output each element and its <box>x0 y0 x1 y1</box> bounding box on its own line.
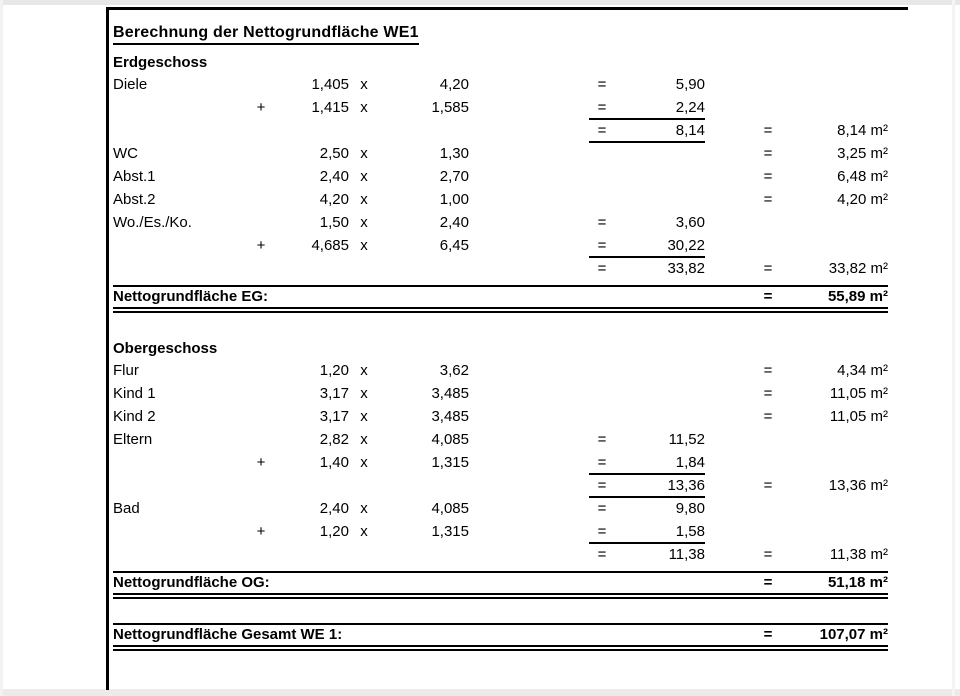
subtotal <box>615 360 705 383</box>
column-spacer <box>705 406 755 429</box>
equals-sign: = <box>589 521 615 544</box>
plus-sign <box>253 360 269 383</box>
section-total-value: 55,89 m² <box>827 288 888 305</box>
plus-sign <box>253 544 269 567</box>
equals-sign <box>755 235 781 258</box>
subtotal: 11,38 <box>668 546 705 563</box>
area-total: 33,82 m² <box>828 260 888 277</box>
area-total: 3,25 m² <box>837 145 888 162</box>
column-spacer <box>469 120 589 143</box>
subtotal <box>615 189 705 212</box>
dim-a: 4,685 <box>311 237 349 254</box>
dim-b: 1,00 <box>439 191 469 208</box>
column-spacer <box>469 452 589 475</box>
equals-sign <box>755 97 781 120</box>
equals-sign: = <box>763 385 773 402</box>
dim-a: 1,20 <box>319 523 349 540</box>
dim-b: 6,45 <box>439 237 469 254</box>
calc-row <box>113 212 888 235</box>
column-spacer <box>705 521 755 544</box>
section-heading: Erdgeschoss <box>113 54 208 71</box>
equals-sign: = <box>597 431 607 448</box>
dim-b: 4,085 <box>431 500 469 517</box>
calc-row <box>113 360 888 383</box>
dim-a <box>269 120 349 143</box>
room-label <box>113 544 253 567</box>
area-total <box>781 429 888 452</box>
grand-total-block <box>113 623 888 651</box>
dim-b <box>379 120 469 143</box>
room-label: Abst.1 <box>113 168 156 185</box>
column-spacer <box>469 544 589 567</box>
dim-b: 4,20 <box>439 76 469 93</box>
room-label: Flur <box>113 362 139 379</box>
subtotal <box>615 166 705 189</box>
dim-b: 1,30 <box>439 145 469 162</box>
dim-a: 2,40 <box>319 500 349 517</box>
times-sign: x <box>360 500 368 517</box>
plus-sign <box>253 166 269 189</box>
dim-a: 1,415 <box>311 99 349 116</box>
equals-sign <box>589 360 615 383</box>
subtotal: 8,14 <box>615 120 705 143</box>
column-spacer <box>705 498 755 521</box>
equals-sign: = <box>597 546 607 563</box>
dim-b: 2,70 <box>439 168 469 185</box>
equals-sign: = <box>763 574 773 591</box>
table-top-border <box>108 7 908 10</box>
scan-edge-bottom <box>0 689 960 696</box>
times-sign: x <box>360 191 368 208</box>
column-spacer <box>705 429 755 452</box>
times-sign: x <box>360 99 368 116</box>
calc-row <box>113 452 888 475</box>
plus-sign <box>253 212 269 235</box>
equals-sign: = <box>597 260 607 277</box>
equals-sign: = <box>763 626 773 643</box>
double-rule <box>113 311 888 313</box>
column-spacer <box>705 452 755 475</box>
column-spacer <box>469 360 589 383</box>
dim-b: 1,315 <box>431 454 469 471</box>
equals-sign: = <box>763 408 773 425</box>
calc-row <box>113 189 888 212</box>
column-spacer <box>469 166 589 189</box>
column-spacer <box>469 235 589 258</box>
subtotal: 5,90 <box>675 76 705 93</box>
column-spacer <box>469 212 589 235</box>
double-rule <box>113 597 888 599</box>
dim-b: 3,485 <box>431 408 469 425</box>
grand-total-row <box>113 623 888 647</box>
calc-row <box>113 258 888 281</box>
section-total-value: 51,18 m² <box>827 574 888 591</box>
area-total <box>781 452 888 475</box>
dim-a: 2,82 <box>319 431 349 448</box>
section-total-row <box>113 285 888 309</box>
plus-sign <box>253 120 269 143</box>
equals-sign <box>589 189 615 212</box>
calc-row <box>113 97 888 120</box>
area-total: 11,05 m² <box>829 385 888 402</box>
room-label <box>113 258 253 281</box>
column-spacer <box>469 429 589 452</box>
equals-sign <box>589 166 615 189</box>
subtotal: 11,52 <box>668 431 705 448</box>
table-left-border <box>106 7 109 690</box>
plus-sign <box>253 74 269 97</box>
column-spacer <box>705 360 755 383</box>
area-total <box>781 74 888 97</box>
plus-sign <box>253 498 269 521</box>
room-label: Kind 1 <box>113 385 156 402</box>
times-sign: x <box>360 145 368 162</box>
dim-b: 4,085 <box>431 431 469 448</box>
dim-a <box>269 544 349 567</box>
subtotal: 13,36 <box>615 475 705 498</box>
column-spacer <box>469 258 589 281</box>
section-heading: Obergeschoss <box>113 340 218 357</box>
sections-host <box>113 51 888 599</box>
times-sign: x <box>360 408 368 425</box>
equals-sign: = <box>589 452 615 475</box>
column-spacer <box>705 166 755 189</box>
area-total <box>781 521 888 544</box>
area-total <box>781 212 888 235</box>
times-sign: x <box>360 523 368 540</box>
equals-sign <box>755 452 781 475</box>
equals-sign: = <box>763 145 773 162</box>
subtotal: 1,84 <box>615 452 705 475</box>
equals-sign: = <box>763 191 773 208</box>
area-total: 8,14 m² <box>837 122 888 139</box>
area-total <box>781 498 888 521</box>
room-label <box>113 97 253 120</box>
dim-b: 2,40 <box>439 214 469 231</box>
equals-sign: = <box>763 362 773 379</box>
dim-a: 1,40 <box>319 454 349 471</box>
times-sign: x <box>360 454 368 471</box>
calc-row <box>113 475 888 498</box>
section-total-label: Nettogrundfläche OG: <box>113 574 270 591</box>
equals-sign <box>755 212 781 235</box>
equals-sign <box>589 143 615 166</box>
times-sign: x <box>360 362 368 379</box>
plus-sign: + <box>256 454 266 471</box>
subtotal <box>615 143 705 166</box>
page-title: Berechnung der Nettogrundfläche WE1 <box>113 24 419 45</box>
grand-total-value: 107,07 m² <box>819 626 888 643</box>
column-spacer <box>469 406 589 429</box>
equals-sign: = <box>763 477 773 494</box>
dim-b: 3,62 <box>439 362 469 379</box>
column-spacer <box>705 143 755 166</box>
dim-a: 1,20 <box>319 362 349 379</box>
plus-sign: + <box>256 99 266 116</box>
column-spacer <box>705 120 755 143</box>
dim-a: 3,17 <box>319 408 349 425</box>
room-label <box>113 475 253 498</box>
dim-b <box>379 475 469 498</box>
equals-sign: = <box>763 122 773 139</box>
dim-a: 2,40 <box>319 168 349 185</box>
calc-row <box>113 498 888 521</box>
calc-row <box>113 406 888 429</box>
section-total-row <box>113 571 888 595</box>
plus-sign <box>253 406 269 429</box>
calc-row <box>113 544 888 567</box>
room-label: Diele <box>113 76 148 93</box>
equals-sign: = <box>589 475 615 498</box>
equals-sign: = <box>589 120 615 143</box>
equals-sign <box>755 521 781 544</box>
times-sign <box>349 120 379 143</box>
dim-a: 3,17 <box>319 385 349 402</box>
room-label <box>113 521 253 544</box>
subtotal: 33,82 <box>667 260 705 277</box>
area-total: 11,05 m² <box>829 408 888 425</box>
area-total <box>781 235 888 258</box>
subtotal: 30,22 <box>615 235 705 258</box>
subtotal <box>615 406 705 429</box>
room-label: Eltern <box>113 431 153 448</box>
plus-sign <box>253 383 269 406</box>
room-label: Bad <box>113 500 140 517</box>
calculation-sheet <box>113 24 888 651</box>
double-rule <box>113 649 888 651</box>
times-sign: x <box>360 431 368 448</box>
plus-sign <box>253 429 269 452</box>
column-spacer <box>705 74 755 97</box>
times-sign: x <box>360 168 368 185</box>
scan-edge-right <box>952 0 955 696</box>
subtotal: 2,24 <box>615 97 705 120</box>
plus-sign: + <box>256 237 266 254</box>
equals-sign: = <box>763 260 773 277</box>
column-spacer <box>469 521 589 544</box>
subtotal: 1,58 <box>615 521 705 544</box>
column-spacer <box>705 258 755 281</box>
calc-row <box>113 166 888 189</box>
calc-row <box>113 143 888 166</box>
grand-total-label: Nettogrundfläche Gesamt WE 1: <box>113 626 343 643</box>
dim-a <box>269 475 349 498</box>
area-total: 6,48 m² <box>837 168 888 185</box>
equals-sign: = <box>763 288 773 305</box>
column-spacer <box>469 498 589 521</box>
equals-sign: = <box>589 97 615 120</box>
times-sign <box>349 258 379 281</box>
subtotal <box>615 383 705 406</box>
dim-a: 4,20 <box>319 191 349 208</box>
room-label: Abst.2 <box>113 191 156 208</box>
column-spacer <box>705 212 755 235</box>
plus-sign <box>253 475 269 498</box>
column-spacer <box>469 383 589 406</box>
column-spacer <box>705 383 755 406</box>
section-erdgeschoss <box>113 51 888 313</box>
dim-a: 1,50 <box>319 214 349 231</box>
scan-edge-left <box>0 0 3 696</box>
dim-a <box>269 258 349 281</box>
times-sign: x <box>360 385 368 402</box>
times-sign <box>349 475 379 498</box>
equals-sign: = <box>597 500 607 517</box>
room-label <box>113 120 253 143</box>
section-total-label: Nettogrundfläche EG: <box>113 288 269 305</box>
column-spacer <box>469 97 589 120</box>
column-spacer <box>705 544 755 567</box>
column-spacer <box>705 189 755 212</box>
subtotal: 3,60 <box>675 214 705 231</box>
column-spacer <box>469 475 589 498</box>
equals-sign <box>755 498 781 521</box>
area-total: 11,38 m² <box>829 546 888 563</box>
dim-b <box>379 258 469 281</box>
scan-edge-top <box>0 0 960 5</box>
column-spacer <box>705 235 755 258</box>
area-total: 4,34 m² <box>837 362 888 379</box>
column-spacer <box>705 97 755 120</box>
calc-row <box>113 521 888 544</box>
dim-a: 2,50 <box>319 145 349 162</box>
column-spacer <box>469 74 589 97</box>
room-label <box>113 235 253 258</box>
subtotal: 9,80 <box>675 500 705 517</box>
calc-row <box>113 235 888 258</box>
area-total: 4,20 m² <box>837 191 888 208</box>
calc-row <box>113 429 888 452</box>
calc-row <box>113 383 888 406</box>
plus-sign <box>253 143 269 166</box>
plus-sign <box>253 258 269 281</box>
plus-sign: + <box>256 523 266 540</box>
equals-sign: = <box>589 235 615 258</box>
area-total: 13,36 m² <box>828 477 888 494</box>
area-total <box>781 97 888 120</box>
equals-sign <box>589 383 615 406</box>
equals-sign <box>755 429 781 452</box>
room-label <box>113 452 253 475</box>
times-sign: x <box>360 237 368 254</box>
equals-sign: = <box>597 76 607 93</box>
column-spacer <box>469 189 589 212</box>
equals-sign: = <box>597 214 607 231</box>
plus-sign <box>253 189 269 212</box>
dim-b: 1,585 <box>431 99 469 116</box>
room-label: WC <box>113 145 138 162</box>
room-label: Wo./Es./Ko. <box>113 214 192 231</box>
dim-b: 1,315 <box>431 523 469 540</box>
dim-b: 3,485 <box>431 385 469 402</box>
column-spacer <box>705 475 755 498</box>
equals-sign: = <box>763 168 773 185</box>
equals-sign: = <box>763 546 773 563</box>
dim-a: 1,405 <box>311 76 349 93</box>
times-sign: x <box>360 214 368 231</box>
equals-sign <box>755 74 781 97</box>
column-spacer <box>469 143 589 166</box>
times-sign: x <box>360 76 368 93</box>
room-label: Kind 2 <box>113 408 156 425</box>
calc-row <box>113 120 888 143</box>
section-obergeschoss <box>113 337 888 599</box>
times-sign <box>349 544 379 567</box>
equals-sign <box>589 406 615 429</box>
calc-row <box>113 74 888 97</box>
dim-b <box>379 544 469 567</box>
